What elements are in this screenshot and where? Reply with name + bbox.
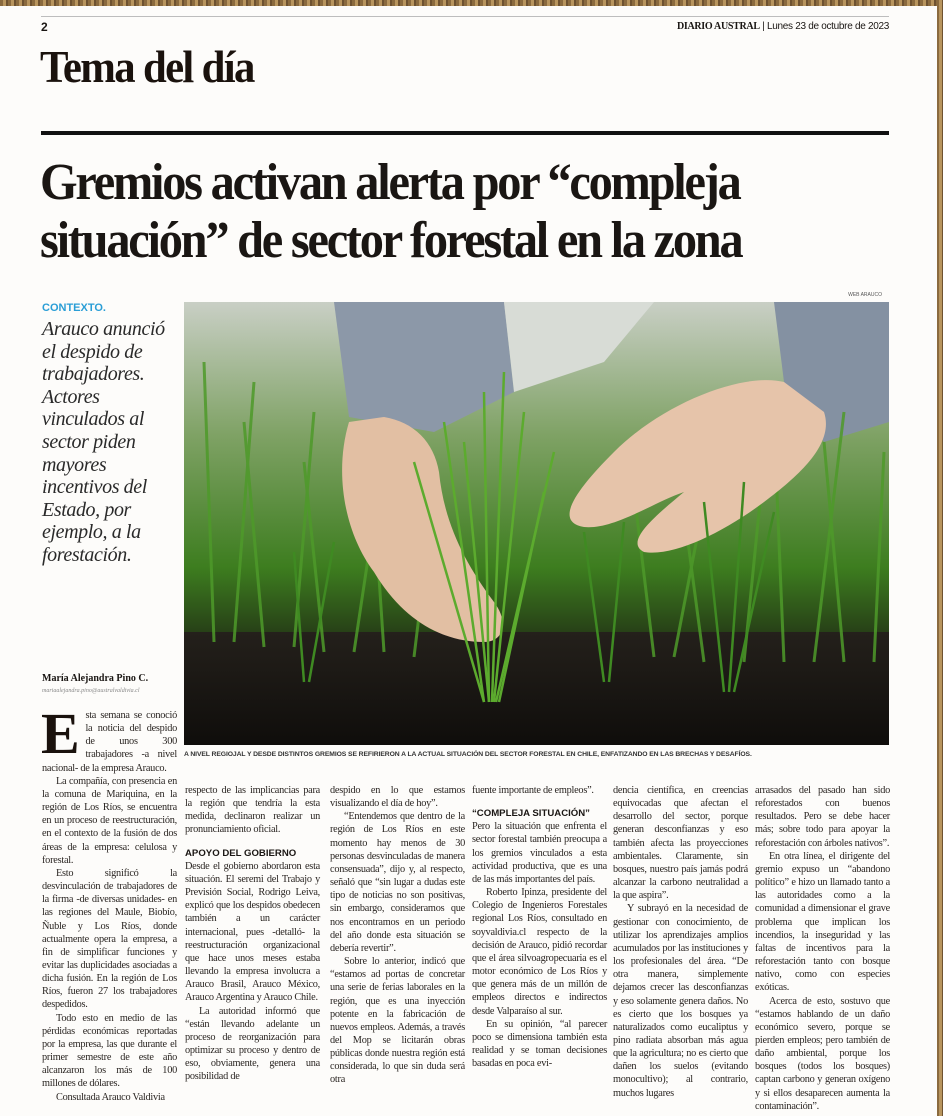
paragraph: Sobre lo anterior, indicó que “estamos ad portas de concretar una serie de ferias laborales en la región, que es una inyección potente en la fabricación de nuevos empleos. Además, a través del Mop se licitarán obras públicas donde nuestra región está considerada, lo que sin duda será otra bbox=[330, 956, 465, 1086]
paragraph: “Entendemos que dentro de la región de Los Ríos en este momento hay menos de 30 personas desvinculadas de manera consensuada”, dijo y, al respecto, señaló que “sin lugar a dudas este tipo de noticias no son positivas, sin embargo, consideramos que nos encontramos en un periodo del año donde esta situación se debería revertir”. bbox=[330, 811, 465, 954]
paragraph: Desde el gobierno abordaron esta situación. El seremi del Trabajo y Previsión Social, Rodrigo Leiva, explicó que los despidos obedecen también a un carácter internacional, pues -detalló- la reestructuración organizacional que hace unos meses estaba llevando la empresa involucra a Arauco Brasil, Arauco México, Arauco Argentina y Arauco Chile. bbox=[185, 860, 320, 1004]
paragraph: Y subrayó en la necesidad de gestionar con conocimiento, de utilizar los aprendizajes amplios acumulados por las instituciones y los profesionales del área. “De otra manera, simplemente dejamos crecer las desconfianzas y eso solamente genera daños. No es cierto que los bosques ya naturalizados como eucaliptus y pino radiata absorban más agua que la agricultura; no es cierto que dañen los suelos (evitando monocultivo); al contrario, muchos lugares bbox=[613, 903, 748, 1099]
paragraph: Consultada Arauco Valdivia bbox=[56, 1091, 165, 1103]
paragraph: Roberto Ipinza, presidente del Colegio de Ingenieros Forestales regional Los Ríos, consultado en soyvaldivia.cl respecto de la decisión de Arauco, pidió recordar que el área silvoagropecuaria es el motor económico de Los Ríos y que genera más de un millón de empleos directos e indirectos desde Valparaíso al sur. bbox=[472, 887, 607, 1017]
article-column-4 bbox=[472, 784, 607, 1070]
paragraph: fuente importante de empleos”. bbox=[472, 785, 594, 796]
article-column-6 bbox=[755, 784, 890, 1113]
newspaper-page bbox=[0, 6, 937, 1116]
author-name: María Alejandra Pino C. bbox=[42, 673, 149, 684]
paragraph: dencia científica, en creencias equivocadas que afectan el desarrollo del sector, porque generan desconfianzas y eso también afecta las proyecciones ambientales. Claramente, sin bosques, nuestro país jamás podrá alcanzar la carbono neutralidad a la que aspira”. bbox=[613, 785, 748, 902]
seedlings-hands-illustration bbox=[184, 302, 889, 745]
context-summary: Arauco anunció el despido de trabajadores. Actores vinculados al sector piden mayores incentivos del Estado, por ejemplo, a la forestación. bbox=[42, 318, 165, 566]
photo-credit: WEB ARAUCO bbox=[848, 292, 882, 298]
paragraph: Pero la situación que enfrenta el sector forestal también preocupa a los gremios vinculados a esta actividad productiva, que es una de las más importantes del país. bbox=[472, 821, 607, 885]
paragraph: Acerca de esto, sostuvo que “estamos hablando de un daño económico severo, porque se pierden empleos; pero también de daño ambiental, porque los bosques (todos los bosques) captan carbono y generan oxígeno y si ellos desaparecen aumenta la contaminación”. bbox=[755, 995, 890, 1112]
paragraph: Todo esto en medio de las pérdidas económicas reportadas por la empresa, las que durante el primer semestre de este año alcanzaron los más de 100 millones de dólares. bbox=[42, 1012, 177, 1090]
section-title: Tema del día bbox=[40, 41, 254, 92]
lead-paragraph bbox=[41, 701, 177, 775]
article-column-3 bbox=[330, 784, 465, 1087]
article-column-5 bbox=[613, 784, 748, 1100]
photo-caption: A NIVEL REGIOJAL Y DESDE DISTINTOS GREMIOS SE REFIRIERON A LA ACTUAL SITUACIÓN DEL SECTOR FORESTAL EN CHILE, ENFATIZANDO EN LAS BRECHAS Y DESAFÍOS. bbox=[184, 751, 752, 758]
paragraph: La compañía, con presencia en la comuna de Mariquina, en la región de Los Ríos, se encuentra en un proceso de reestructuración, en el contexto de la fusión de dos áreas de la empresa: celulosa y forestal. bbox=[42, 775, 177, 866]
paragraph-text: sta semana se conoció la noticia del despido de unos 300 trabajadores -a nivel nacional- de la empresa Arauco. bbox=[42, 710, 177, 774]
top-divider bbox=[41, 16, 889, 17]
paragraph: despido en lo que estamos visualizando el día de hoy”. bbox=[330, 785, 465, 810]
paragraph: En otra línea, el dirigente del gremio expuso un “abandono político” e hizo un llamado tanto a las autoridades como a la comunidad a dimensionar el grave problema que implican los incendios, la inseguridad y las faltas de incentivos para la reforestación tanto con bosque nativo, como con especies exóticas. bbox=[755, 850, 890, 994]
article-headline: Gremios activan alerta por “compleja situación” de sector forestal en la zona bbox=[40, 154, 742, 269]
author-email: mariaalejandra.pino@australvaldivia.cl bbox=[42, 688, 140, 694]
paragraph: Esto significó la desvinculación de trabajadores de la firma -de diversas unidades- en las regiones del Maule, Biobío, Ñuble y Los Ríos, donde actualmente opera la empresa, a fin de simplificar funciones y evitar las duplicidades asociadas a dicha fusión. En la región de Los Ríos, fueron 27 los trabajadores despedidos. bbox=[42, 867, 177, 1011]
paragraph: respecto de las implicancias para la región que tendría la esta medida, declinaron realizar un pronunciamiento oficial. bbox=[185, 785, 320, 836]
masthead bbox=[677, 21, 889, 32]
paragraph: La autoridad informó que “están llevando adelante un proceso de reorganización para optimizar su proceso y dentro de eso, obviamente, genera una posibilidad de bbox=[185, 1005, 320, 1083]
context-label: CONTEXTO. bbox=[42, 302, 106, 314]
masthead-separator: | bbox=[759, 21, 767, 32]
article-column-1 bbox=[41, 701, 177, 1104]
paragraph: En su opinión, “al parecer poco se dimensiona también esta realidad y se toman decisiones basadas en poca evi- bbox=[472, 1018, 607, 1070]
publication-name: DIARIO AUSTRAL bbox=[676, 21, 760, 32]
section-divider bbox=[41, 131, 889, 135]
paragraph: arrasados del pasado han sido reforestados con buenos resultados. Pero se debe hacer más; sobre todo para apoyar la reforestación con árboles nativos”. bbox=[755, 785, 890, 849]
dropcap: E bbox=[41, 701, 80, 766]
issue-date: Lunes 23 de octubre de 2023 bbox=[766, 21, 889, 32]
subhead-compleja-situacion: “COMPLEJA SITUACIÓN” bbox=[472, 808, 590, 820]
page-number: 2 bbox=[41, 20, 48, 34]
article-column-2 bbox=[185, 784, 320, 1083]
article-photo bbox=[184, 302, 889, 745]
subhead-apoyo-gobierno: APOYO DEL GOBIERNO bbox=[185, 847, 297, 859]
